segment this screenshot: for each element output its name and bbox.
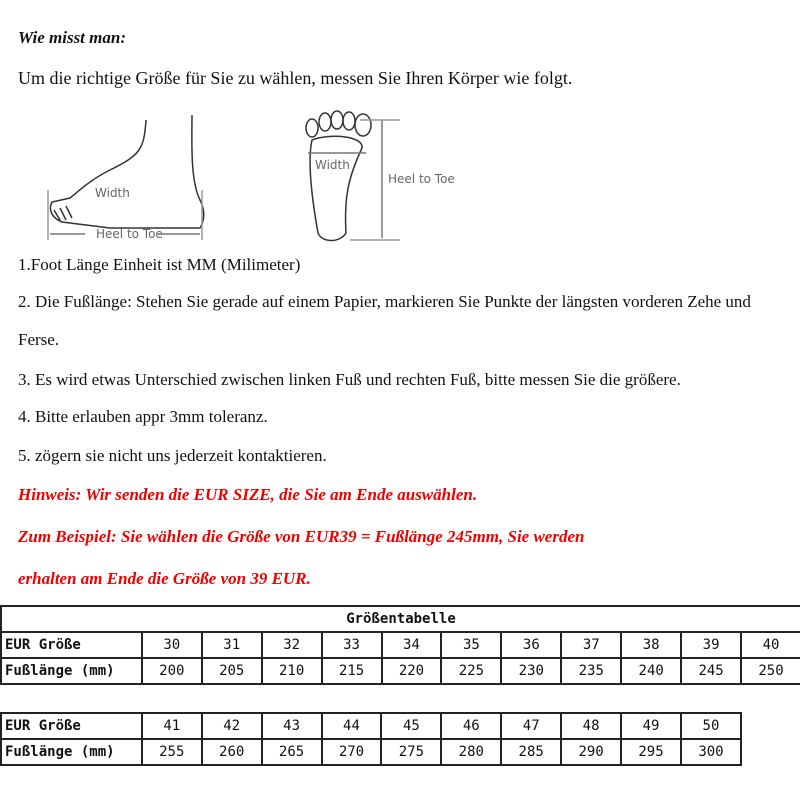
table-cell: 255 [142,739,202,765]
table-cell: 37 [561,632,621,658]
table-cell: 225 [441,658,501,684]
table-cell: 270 [322,739,382,765]
length-row [1,658,800,684]
table-cell: 36 [501,632,561,658]
table-cell: 43 [262,713,322,739]
table-cell: 275 [381,739,441,765]
table-cell: 30 [142,632,202,658]
table-cell: 44 [322,713,382,739]
table-cell: 48 [561,713,621,739]
table-cell: 250 [741,658,800,684]
eur-row-label: EUR Größe [1,713,142,739]
table-cell: 210 [262,658,322,684]
table-cell: 280 [441,739,501,765]
table-cell: 215 [322,658,382,684]
step-2: 2. Die Fußlänge: Stehen Sie gerade auf einem Papier, markieren Sie Punkte der längsten vorderen Zehe und [18,292,751,311]
note-1: Hinweis: Wir senden die EUR SIZE, die Sie am Ende auswählen. [18,485,478,504]
intro: Um die richtige Größe für Sie zu wählen, messen Sie Ihren Körper wie folgt. [18,68,573,88]
length-row [1,739,741,765]
table-cell: 35 [441,632,501,658]
eur-row-label: EUR Größe [1,632,142,658]
step-3: 3. Es wird etwas Unterschied zwischen linken Fuß und rechten Fuß, bitte messen Sie die größere. [18,370,681,389]
heel-to-toe-label-side: Heel to Toe [96,227,163,241]
table-cell: 31 [202,632,262,658]
table-cell: 49 [621,713,681,739]
table-cell: 240 [621,658,681,684]
table-cell: 34 [382,632,442,658]
table-title: Größentabelle [1,606,800,632]
table-cell: 260 [202,739,262,765]
width-label-side: Width [95,186,130,200]
table-cell: 45 [381,713,441,739]
table-cell: 235 [561,658,621,684]
foot-side-diagram [40,110,220,245]
table-cell: 200 [142,658,202,684]
table-cell: 46 [441,713,501,739]
eur-row [1,713,741,739]
width-label-top: Width [315,158,350,172]
step-2-cont: Ferse. [18,330,60,349]
table-cell: 220 [382,658,442,684]
table-cell: 230 [501,658,561,684]
table-cell: 285 [501,739,561,765]
table-cell: 42 [202,713,262,739]
table-cell: 300 [681,739,741,765]
size-table-part-1 [0,605,800,685]
length-row-label: Fußlänge (mm) [1,658,142,684]
eur-row [1,632,800,658]
step-1: 1.Foot Länge Einheit ist MM (Milimeter) [18,255,301,274]
table-cell: 50 [681,713,741,739]
table-cell: 33 [322,632,382,658]
table-cell: 290 [561,739,621,765]
table-cell: 245 [681,658,741,684]
step-5: 5. zögern sie nicht uns jederzeit kontaktieren. [18,446,327,465]
size-table-part-2 [0,712,742,766]
table-cell: 32 [262,632,322,658]
table-cell: 47 [501,713,561,739]
table-cell: 38 [621,632,681,658]
table-cell: 295 [621,739,681,765]
table-cell: 40 [741,632,800,658]
table-cell: 41 [142,713,202,739]
table-cell: 205 [202,658,262,684]
note-3: erhalten am Ende die Größe von 39 EUR. [18,569,311,588]
step-4: 4. Bitte erlauben appr 3mm toleranz. [18,407,268,426]
table-cell: 265 [262,739,322,765]
heel-to-toe-label-top: Heel to Toe [388,172,455,186]
heading: Wie misst man: [18,28,126,47]
note-2: Zum Beispiel: Sie wählen die Größe von EUR39 = Fußlänge 245mm, Sie werden [18,527,585,546]
length-row-label: Fußlänge (mm) [1,739,142,765]
table-cell: 39 [681,632,741,658]
